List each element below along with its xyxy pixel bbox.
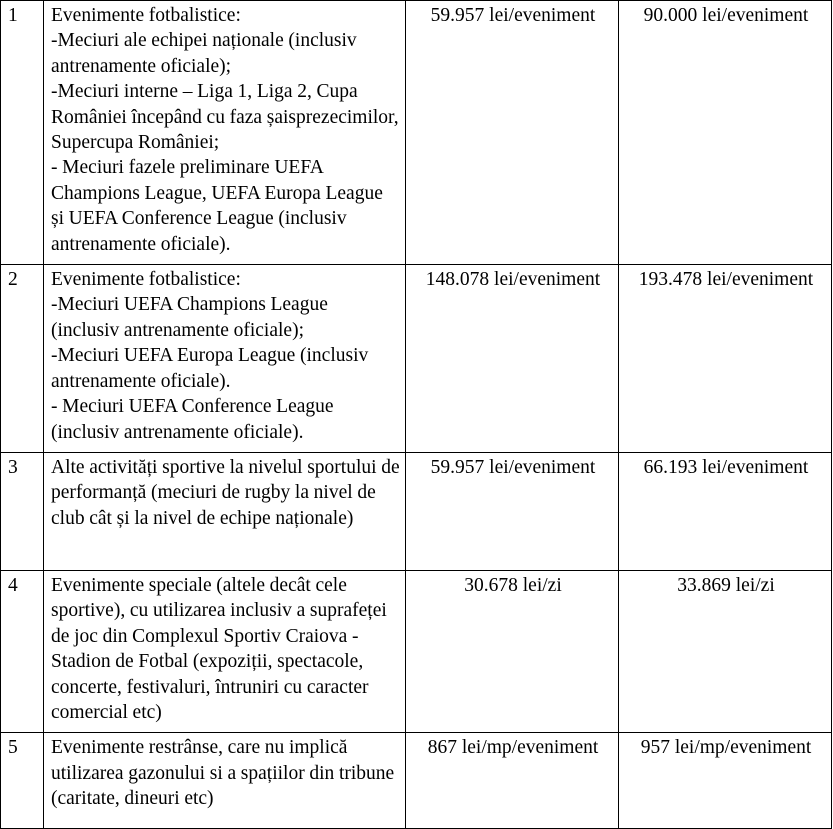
row-description-cell: Evenimente restrânse, care nu implică utilizarea gazonului si a spațiilor din tribune (caritate, dineuri etc) [44,733,406,829]
row-number-cell: 4 [1,570,44,732]
row-price-2-cell: 33.869 lei/zi [619,570,832,732]
row-number-cell: 2 [1,265,44,453]
table-row [1,733,832,829]
table-row [1,570,832,732]
row-description-cell: Evenimente fotbalistice: -Meciuri UEFA Champions League (inclusiv antrenamente oficiale); -Meciuri UEFA Europa League (inclusiv antrenamente oficiale). - Meciuri UEFA Conference League (inclusiv antrenamente oficiale). [44,265,406,453]
row-description-cell: Evenimente speciale (altele decât cele sportive), cu utilizarea inclusiv a suprafeței de joc din Complexul Sportiv Craiova - Stadion de Fotbal (expoziții, spectacole, concerte, festivaluri, întruniri cu caracter comercial etc) [44,570,406,732]
row-price-2-cell: 66.193 lei/eveniment [619,452,832,570]
row-price-1-cell: 148.078 lei/eveniment [406,265,619,453]
row-price-1-cell: 59.957 lei/eveniment [406,452,619,570]
row-number-cell: 3 [1,452,44,570]
table-body [1,1,832,829]
table-row [1,265,832,453]
row-description-cell: Evenimente fotbalistice: -Meciuri ale echipei naționale (inclusiv antrenamente oficiale); -Meciuri interne – Liga 1, Liga 2, Cupa României începând cu faza șaisprezecimilor, Supercupa României; - Meciuri fazele preliminare UEFA Champions League, UEFA Europa League și UEFA Conference League (inclusiv antrenamente oficiale). [44,1,406,265]
row-price-1-cell: 867 lei/mp/eveniment [406,733,619,829]
row-number-cell: 5 [1,733,44,829]
row-price-2-cell: 90.000 lei/eveniment [619,1,832,265]
row-price-1-cell: 30.678 lei/zi [406,570,619,732]
table-row [1,452,832,570]
row-price-1-cell: 59.957 lei/eveniment [406,1,619,265]
row-price-2-cell: 957 lei/mp/eveniment [619,733,832,829]
row-number-cell: 1 [1,1,44,265]
row-price-2-cell: 193.478 lei/eveniment [619,265,832,453]
row-description-cell: Alte activități sportive la nivelul sportului de performanță (meciuri de rugby la nivel de club cât și la nivel de echipe naționale) [44,452,406,570]
table-row [1,1,832,265]
